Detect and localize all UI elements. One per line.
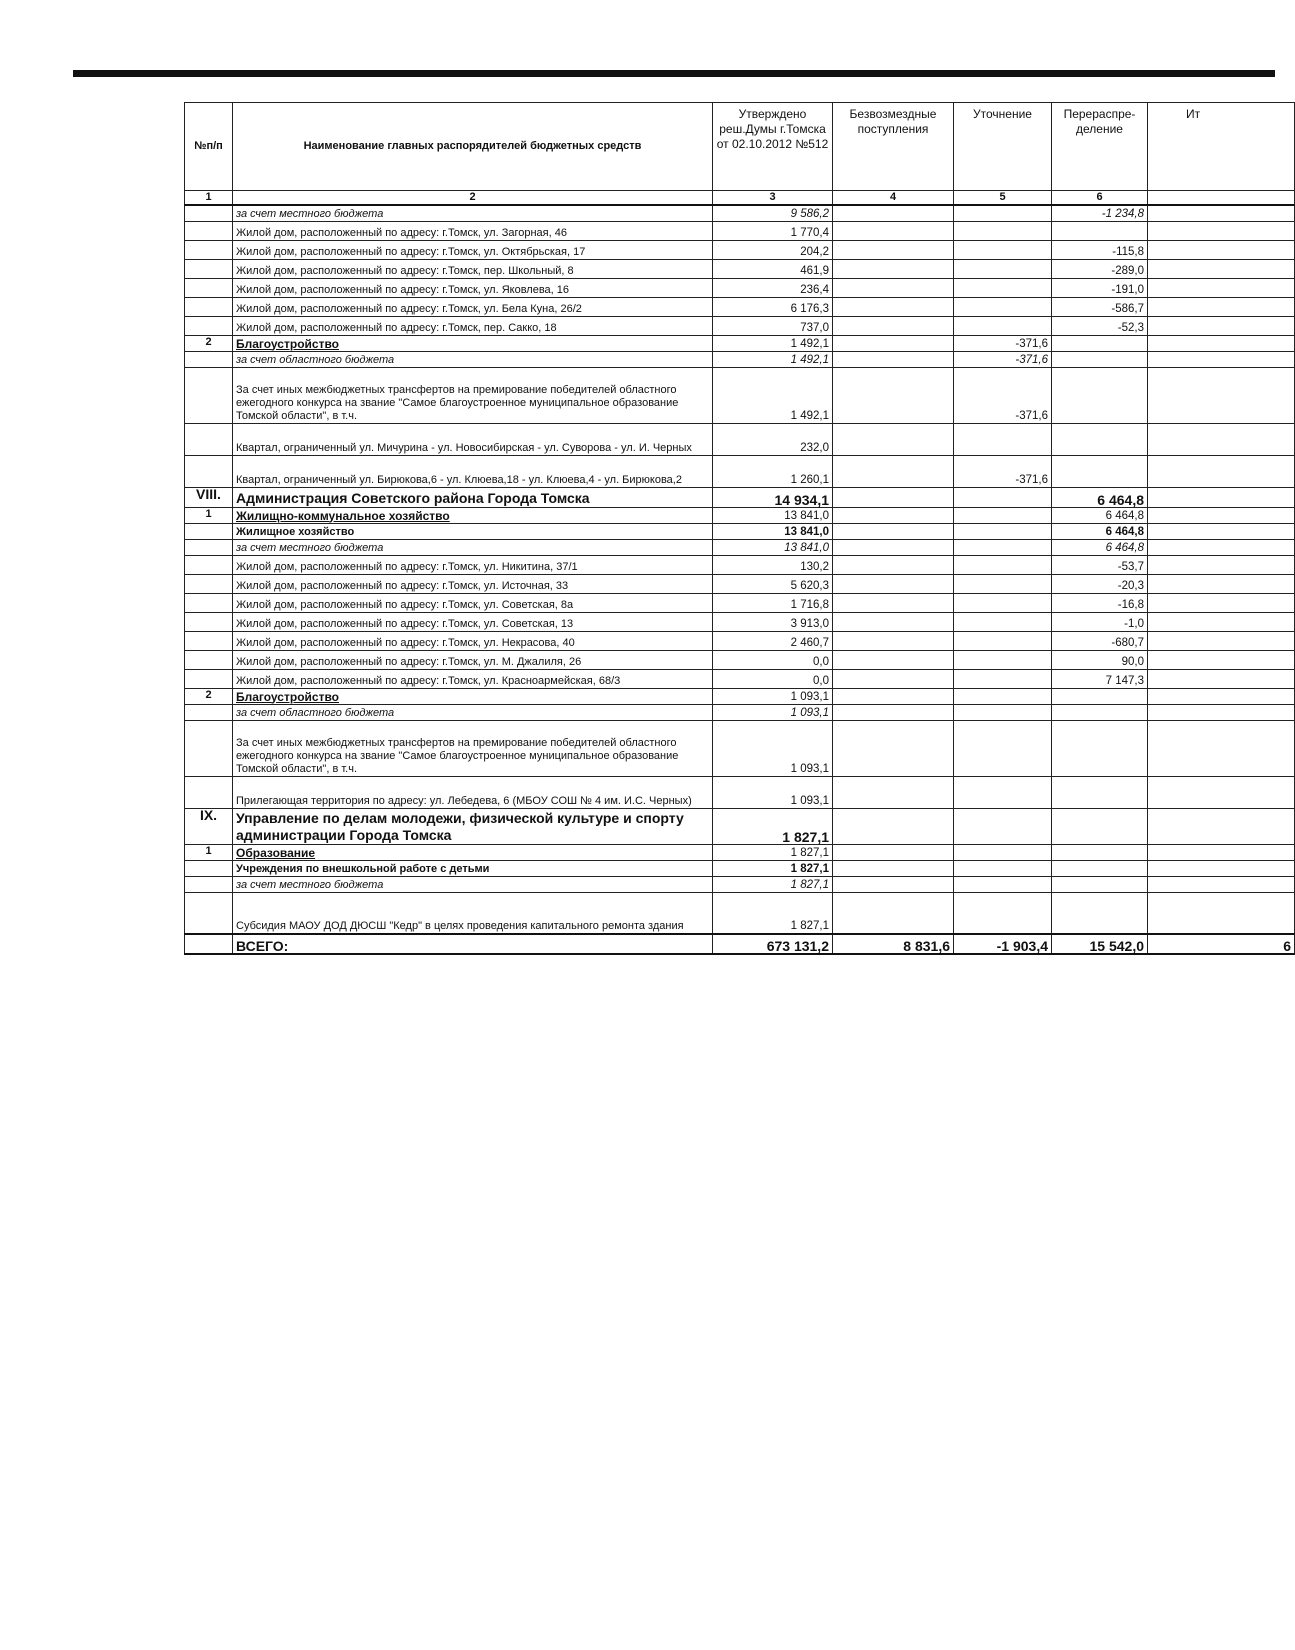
row-total (1148, 808, 1295, 844)
row-approved: 236,4 (713, 278, 833, 297)
table-row (185, 455, 1295, 487)
row-redistribution (1052, 704, 1148, 720)
row-name: Благоустройство (233, 688, 713, 704)
row-total (1148, 507, 1295, 523)
row-total (1148, 892, 1295, 934)
colnum-cell: 6 (1052, 191, 1148, 206)
row-name: Жилой дом, расположенный по адресу: г.Томск, ул. Яковлева, 16 (233, 278, 713, 297)
row-refinement (954, 487, 1052, 507)
table-row (185, 704, 1295, 720)
table-row (185, 221, 1295, 240)
total-approved: 673 131,2 (713, 934, 833, 954)
row-index: IX. (185, 808, 233, 844)
row-total (1148, 555, 1295, 574)
col-header-redistribution: Перераспре-деление (1052, 103, 1148, 191)
row-redistribution: 7 147,3 (1052, 669, 1148, 688)
table-row (185, 423, 1295, 455)
row-index (185, 650, 233, 669)
row-refinement: -371,6 (954, 455, 1052, 487)
row-approved: 1 093,1 (713, 688, 833, 704)
row-approved: 130,2 (713, 555, 833, 574)
row-name: Жилой дом, расположенный по адресу: г.Томск, ул. Красноармейская, 68/3 (233, 669, 713, 688)
column-number-row (185, 191, 1295, 206)
row-approved: 1 093,1 (713, 720, 833, 776)
row-name: За счет иных межбюджетных трансфертов на премирование победителей областного ежегодного конкурса на звание "Самое благоустроенное муниципальное образование Томской области", в т.ч. (233, 720, 713, 776)
total-sum: 6 (1148, 934, 1295, 954)
col-header-index: №п/п (185, 103, 233, 191)
row-index (185, 351, 233, 367)
table-row (185, 808, 1295, 844)
top-rule (73, 70, 1275, 77)
row-total (1148, 297, 1295, 316)
table-row (185, 688, 1295, 704)
row-index (185, 720, 233, 776)
row-name: Образование (233, 844, 713, 860)
row-name: Учреждения по внешкольной работе с детьми (233, 860, 713, 876)
table-row (185, 507, 1295, 523)
table-row (185, 259, 1295, 278)
row-index (185, 574, 233, 593)
row-redistribution: -1 234,8 (1052, 205, 1148, 221)
row-index: 1 (185, 844, 233, 860)
row-name: Прилегающая территория по адресу: ул. Лебедева, 6 (МБОУ СОШ № 4 им. И.С. Черных) (233, 776, 713, 808)
row-refinement (954, 612, 1052, 631)
row-name: за счет местного бюджета (233, 876, 713, 892)
row-free-receipts (833, 259, 954, 278)
row-total (1148, 455, 1295, 487)
table-row (185, 650, 1295, 669)
row-index (185, 240, 233, 259)
row-name: Жилой дом, расположенный по адресу: г.Томск, ул. Советская, 8а (233, 593, 713, 612)
row-name: Управление по делам молодежи, физической культуре и спорту администрации Города Томска (233, 808, 713, 844)
row-name: Квартал, ограниченный ул. Мичурина - ул. Новосибирская - ул. Суворова - ул. И. Черных (233, 423, 713, 455)
row-refinement (954, 688, 1052, 704)
row-redistribution: -16,8 (1052, 593, 1148, 612)
row-index (185, 776, 233, 808)
row-total (1148, 221, 1295, 240)
row-index (185, 612, 233, 631)
row-redistribution: -1,0 (1052, 612, 1148, 631)
row-total (1148, 259, 1295, 278)
row-index (185, 539, 233, 555)
row-name: за счет областного бюджета (233, 704, 713, 720)
row-refinement (954, 860, 1052, 876)
row-total (1148, 316, 1295, 335)
header-row (185, 103, 1295, 191)
row-free-receipts (833, 650, 954, 669)
table-row (185, 860, 1295, 876)
row-refinement (954, 650, 1052, 669)
row-approved: 0,0 (713, 650, 833, 669)
col-header-total: Ит (1148, 103, 1295, 191)
row-name: Жилой дом, расположенный по адресу: г.Томск, пер. Школьный, 8 (233, 259, 713, 278)
row-name: Квартал, ограниченный ул. Бирюкова,6 - ул. Клюева,18 - ул. Клюева,4 - ул. Бирюкова,2 (233, 455, 713, 487)
colnum-cell: 5 (954, 191, 1052, 206)
row-index: 2 (185, 335, 233, 351)
row-index (185, 669, 233, 688)
row-approved: 13 841,0 (713, 523, 833, 539)
row-free-receipts (833, 892, 954, 934)
row-approved: 1 827,1 (713, 876, 833, 892)
row-free-receipts (833, 704, 954, 720)
row-approved: 1 827,1 (713, 844, 833, 860)
table-row (185, 720, 1295, 776)
row-name: Жилой дом, расположенный по адресу: г.Томск, ул. М. Джалиля, 26 (233, 650, 713, 669)
row-refinement (954, 259, 1052, 278)
table-row (185, 335, 1295, 351)
row-refinement (954, 574, 1052, 593)
row-approved: 461,9 (713, 259, 833, 278)
row-free-receipts (833, 844, 954, 860)
table-row (185, 205, 1295, 221)
row-name: Жилой дом, расположенный по адресу: г.Томск, ул. Источная, 33 (233, 574, 713, 593)
row-total (1148, 487, 1295, 507)
row-refinement (954, 205, 1052, 221)
row-redistribution (1052, 892, 1148, 934)
row-redistribution: 90,0 (1052, 650, 1148, 669)
row-total (1148, 240, 1295, 259)
row-index (185, 367, 233, 423)
row-refinement (954, 776, 1052, 808)
colnum-cell: 4 (833, 191, 954, 206)
row-name: Жилой дом, расположенный по адресу: г.Томск, ул. Некрасова, 40 (233, 631, 713, 650)
row-refinement (954, 876, 1052, 892)
total-label: ВСЕГО: (233, 934, 713, 954)
row-index: VIII. (185, 487, 233, 507)
table-row (185, 240, 1295, 259)
row-redistribution (1052, 876, 1148, 892)
row-name: Администрация Советского района Города Томска (233, 487, 713, 507)
row-approved: 5 620,3 (713, 574, 833, 593)
row-total (1148, 423, 1295, 455)
row-redistribution: -191,0 (1052, 278, 1148, 297)
row-redistribution (1052, 335, 1148, 351)
table-row (185, 487, 1295, 507)
table-row (185, 844, 1295, 860)
row-refinement (954, 555, 1052, 574)
row-free-receipts (833, 631, 954, 650)
row-refinement: -371,6 (954, 351, 1052, 367)
row-free-receipts (833, 555, 954, 574)
row-redistribution (1052, 808, 1148, 844)
row-refinement: -371,6 (954, 367, 1052, 423)
row-free-receipts (833, 278, 954, 297)
table-row (185, 316, 1295, 335)
row-index (185, 704, 233, 720)
row-free-receipts (833, 423, 954, 455)
row-approved: 1 827,1 (713, 808, 833, 844)
row-free-receipts (833, 876, 954, 892)
table-row (185, 612, 1295, 631)
row-name: Жилой дом, расположенный по адресу: г.Томск, ул. Советская, 13 (233, 612, 713, 631)
row-name: Благоустройство (233, 335, 713, 351)
row-approved: 3 913,0 (713, 612, 833, 631)
row-approved: 1 492,1 (713, 335, 833, 351)
row-free-receipts (833, 367, 954, 423)
row-total (1148, 351, 1295, 367)
row-redistribution (1052, 844, 1148, 860)
row-redistribution: -680,7 (1052, 631, 1148, 650)
row-redistribution (1052, 860, 1148, 876)
row-approved: 737,0 (713, 316, 833, 335)
row-redistribution (1052, 776, 1148, 808)
row-free-receipts (833, 455, 954, 487)
col-header-free-receipts: Безвозмездные поступления (833, 103, 954, 191)
row-approved: 1 827,1 (713, 892, 833, 934)
row-free-receipts (833, 776, 954, 808)
table-row (185, 876, 1295, 892)
row-total (1148, 593, 1295, 612)
row-total (1148, 631, 1295, 650)
row-approved: 204,2 (713, 240, 833, 259)
row-refinement (954, 844, 1052, 860)
row-approved: 0,0 (713, 669, 833, 688)
row-name: Субсидия МАОУ ДОД ДЮСШ "Кедр" в целях проведения капитального ремонта здания (233, 892, 713, 934)
row-index (185, 876, 233, 892)
budget-table (184, 102, 1295, 955)
row-name: Жилой дом, расположенный по адресу: г.Томск, ул. Никитина, 37/1 (233, 555, 713, 574)
row-free-receipts (833, 574, 954, 593)
total-index-cell (185, 934, 233, 954)
row-total (1148, 523, 1295, 539)
row-total (1148, 669, 1295, 688)
row-index (185, 221, 233, 240)
row-index (185, 259, 233, 278)
row-refinement (954, 669, 1052, 688)
budget-table-wrap (184, 102, 1291, 955)
table-row (185, 555, 1295, 574)
row-refinement (954, 523, 1052, 539)
row-refinement (954, 507, 1052, 523)
row-total (1148, 574, 1295, 593)
row-refinement (954, 593, 1052, 612)
row-redistribution (1052, 455, 1148, 487)
row-index (185, 423, 233, 455)
row-index (185, 316, 233, 335)
row-name: за счет местного бюджета (233, 539, 713, 555)
colnum-cell: 1 (185, 191, 233, 206)
row-approved: 1 260,1 (713, 455, 833, 487)
row-refinement (954, 539, 1052, 555)
row-name: Жилищно-коммунальное хозяйство (233, 507, 713, 523)
table-row (185, 351, 1295, 367)
row-redistribution: -289,0 (1052, 259, 1148, 278)
row-redistribution: -52,3 (1052, 316, 1148, 335)
row-refinement (954, 720, 1052, 776)
row-index (185, 278, 233, 297)
table-row (185, 892, 1295, 934)
col-header-refinement: Уточнение (954, 103, 1052, 191)
row-total (1148, 612, 1295, 631)
row-approved: 14 934,1 (713, 487, 833, 507)
table-row (185, 776, 1295, 808)
row-approved: 13 841,0 (713, 539, 833, 555)
row-free-receipts (833, 487, 954, 507)
row-approved: 1 492,1 (713, 351, 833, 367)
colnum-cell (1148, 191, 1295, 206)
table-row (185, 669, 1295, 688)
table-row (185, 574, 1295, 593)
row-name: За счет иных межбюджетных трансфертов на премирование победителей областного ежегодного конкурса на звание "Самое благоустроенное муниципальное образование Томской области", в т.ч. (233, 367, 713, 423)
row-approved: 13 841,0 (713, 507, 833, 523)
row-index: 1 (185, 507, 233, 523)
row-approved: 9 586,2 (713, 205, 833, 221)
row-name: Жилой дом, расположенный по адресу: г.Томск, пер. Сакко, 18 (233, 316, 713, 335)
row-refinement (954, 808, 1052, 844)
row-free-receipts (833, 669, 954, 688)
row-free-receipts (833, 688, 954, 704)
col-header-approved: Утверждено реш.Думы г.Томска от 02.10.2012 №512 (713, 103, 833, 191)
row-refinement (954, 278, 1052, 297)
row-index (185, 297, 233, 316)
row-redistribution: 6 464,8 (1052, 487, 1148, 507)
row-name: за счет местного бюджета (233, 205, 713, 221)
row-index (185, 205, 233, 221)
row-total (1148, 539, 1295, 555)
row-free-receipts (833, 808, 954, 844)
table-row (185, 593, 1295, 612)
row-approved: 232,0 (713, 423, 833, 455)
row-free-receipts (833, 335, 954, 351)
row-total (1148, 776, 1295, 808)
row-total (1148, 844, 1295, 860)
row-redistribution (1052, 688, 1148, 704)
row-total (1148, 650, 1295, 669)
row-approved: 1 716,8 (713, 593, 833, 612)
row-refinement (954, 316, 1052, 335)
row-redistribution: 6 464,8 (1052, 523, 1148, 539)
row-total (1148, 688, 1295, 704)
row-name: Жилой дом, расположенный по адресу: г.Томск, ул. Октябрьская, 17 (233, 240, 713, 259)
row-approved: 1 492,1 (713, 367, 833, 423)
row-total (1148, 367, 1295, 423)
row-total (1148, 876, 1295, 892)
row-free-receipts (833, 593, 954, 612)
colnum-cell: 3 (713, 191, 833, 206)
row-redistribution: 6 464,8 (1052, 507, 1148, 523)
row-free-receipts (833, 507, 954, 523)
row-approved: 1 827,1 (713, 860, 833, 876)
row-name: Жилищное хозяйство (233, 523, 713, 539)
row-redistribution (1052, 351, 1148, 367)
row-free-receipts (833, 221, 954, 240)
row-total (1148, 205, 1295, 221)
row-index (185, 892, 233, 934)
row-refinement (954, 423, 1052, 455)
row-total (1148, 278, 1295, 297)
row-redistribution (1052, 423, 1148, 455)
table-row (185, 278, 1295, 297)
table-row (185, 297, 1295, 316)
row-index (185, 523, 233, 539)
row-index (185, 631, 233, 650)
row-index (185, 455, 233, 487)
table-row (185, 523, 1295, 539)
total-redistribution: 15 542,0 (1052, 934, 1148, 954)
row-refinement (954, 240, 1052, 259)
row-refinement (954, 631, 1052, 650)
total-refinement: -1 903,4 (954, 934, 1052, 954)
row-approved: 2 460,7 (713, 631, 833, 650)
row-free-receipts (833, 297, 954, 316)
row-free-receipts (833, 351, 954, 367)
row-free-receipts (833, 316, 954, 335)
row-free-receipts (833, 539, 954, 555)
row-index (185, 860, 233, 876)
table-row (185, 367, 1295, 423)
row-refinement (954, 297, 1052, 316)
row-refinement (954, 221, 1052, 240)
row-redistribution (1052, 720, 1148, 776)
row-approved: 6 176,3 (713, 297, 833, 316)
row-name: за счет областного бюджета (233, 351, 713, 367)
total-row (185, 934, 1295, 954)
row-total (1148, 704, 1295, 720)
row-approved: 1 093,1 (713, 776, 833, 808)
row-refinement: -371,6 (954, 335, 1052, 351)
colnum-cell: 2 (233, 191, 713, 206)
table-body (185, 205, 1295, 934)
row-redistribution: -115,8 (1052, 240, 1148, 259)
row-index (185, 555, 233, 574)
table-row (185, 631, 1295, 650)
row-free-receipts (833, 860, 954, 876)
row-approved: 1 093,1 (713, 704, 833, 720)
row-total (1148, 335, 1295, 351)
table-row (185, 539, 1295, 555)
row-index (185, 593, 233, 612)
row-refinement (954, 892, 1052, 934)
row-name: Жилой дом, расположенный по адресу: г.Томск, ул. Загорная, 46 (233, 221, 713, 240)
row-index: 2 (185, 688, 233, 704)
row-free-receipts (833, 612, 954, 631)
row-redistribution: -586,7 (1052, 297, 1148, 316)
row-free-receipts (833, 205, 954, 221)
row-total (1148, 720, 1295, 776)
row-approved: 1 770,4 (713, 221, 833, 240)
row-redistribution: 6 464,8 (1052, 539, 1148, 555)
row-redistribution (1052, 221, 1148, 240)
row-redistribution (1052, 367, 1148, 423)
total-free-receipts: 8 831,6 (833, 934, 954, 954)
row-total (1148, 860, 1295, 876)
row-name: Жилой дом, расположенный по адресу: г.Томск, ул. Бела Куна, 26/2 (233, 297, 713, 316)
row-free-receipts (833, 523, 954, 539)
row-free-receipts (833, 720, 954, 776)
row-refinement (954, 704, 1052, 720)
col-header-name: Наименование главных распорядителей бюджетных средств (233, 103, 713, 191)
row-redistribution: -20,3 (1052, 574, 1148, 593)
row-redistribution: -53,7 (1052, 555, 1148, 574)
row-free-receipts (833, 240, 954, 259)
